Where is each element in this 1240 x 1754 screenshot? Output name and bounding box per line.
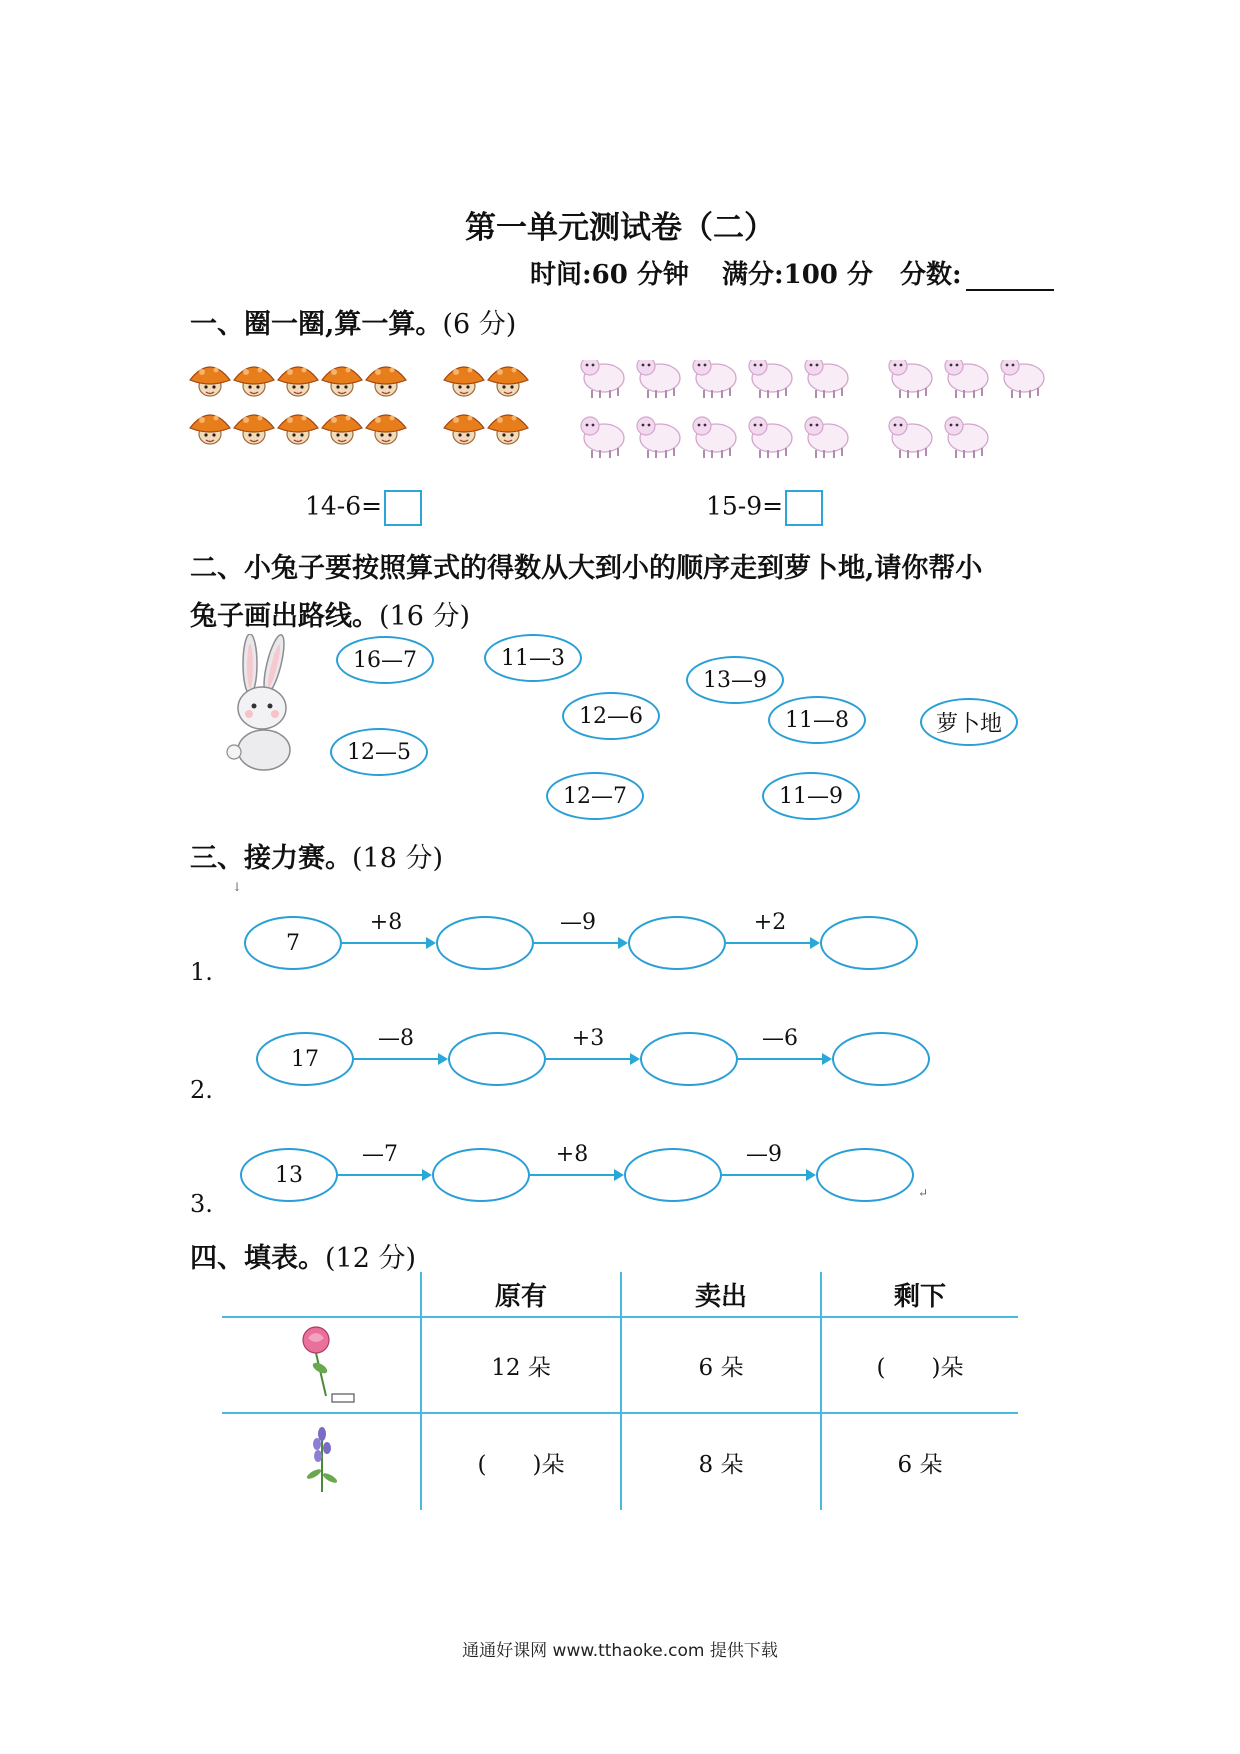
oval-expression[interactable]: 11—9 <box>762 772 860 820</box>
table-cell: 6 朵 <box>897 1451 943 1478</box>
relay-arrow <box>738 1058 830 1060</box>
section-1-label: 一、圈一圈,算一算。 <box>190 309 443 340</box>
table-header: 卖出 <box>694 1281 747 1312</box>
table-answer-cell[interactable]: ( )朵 <box>876 1354 964 1381</box>
mushroom-icon-group <box>190 367 528 444</box>
relay-answer-oval[interactable] <box>832 1032 930 1086</box>
section-1-heading <box>190 302 516 341</box>
relay-answer-oval[interactable] <box>436 916 534 970</box>
relay-operation: —9 <box>746 1142 782 1167</box>
relay-answer-oval[interactable] <box>432 1148 530 1202</box>
relay-arrow <box>530 1174 622 1176</box>
oval-expression[interactable]: 12—6 <box>562 692 660 740</box>
oval-expression[interactable]: 13—9 <box>686 656 784 704</box>
section-2-heading-line1: 二、小兔子要按照算式的得数从大到小的顺序走到萝卜地,请你帮小 <box>190 553 983 584</box>
equation-2-text: 15-9= <box>706 491 784 521</box>
relay-operation: —8 <box>378 1026 414 1051</box>
relay-start-oval: 7 <box>244 916 342 970</box>
relay-answer-oval[interactable] <box>448 1032 546 1086</box>
oval-expression[interactable]: 11—8 <box>768 696 866 744</box>
equation-2 <box>706 490 823 526</box>
relay-answer-oval[interactable] <box>624 1148 722 1202</box>
relay-row-number: 2. <box>190 1076 213 1104</box>
relay-start-oval: 17 <box>256 1032 354 1086</box>
relay-operation: +2 <box>753 910 787 935</box>
section-2-label: 兔子画出路线。 <box>190 601 379 632</box>
answer-box-1[interactable] <box>384 490 422 526</box>
section-3-label: 三、接力赛。 <box>190 843 352 874</box>
relay-start-oval: 13 <box>240 1148 338 1202</box>
goal-oval-carrot-field[interactable]: 萝卜地 <box>920 698 1018 746</box>
relay-arrow <box>722 1174 814 1176</box>
table-header: 剩下 <box>893 1281 946 1312</box>
oval-expression[interactable]: 12—5 <box>330 728 428 776</box>
relay-operation: +3 <box>571 1026 605 1051</box>
rose-icon <box>296 1324 356 1408</box>
section-3-points: (18 分) <box>352 843 444 874</box>
page-title: 第一单元测试卷（二） <box>465 210 775 246</box>
footer-credit: 通通好课网 www.tthaoke.com 提供下载 <box>462 1641 778 1661</box>
section-4-points: (12 分) <box>325 1243 417 1274</box>
relay-answer-oval[interactable] <box>820 916 918 970</box>
equation-1-text: 14-6= <box>305 491 383 521</box>
relay-operation: +8 <box>369 910 403 935</box>
relay-answer-oval[interactable] <box>816 1148 914 1202</box>
table-cell: 12 朵 <box>491 1354 551 1381</box>
table-cell: 8 朵 <box>698 1451 744 1478</box>
relay-arrow <box>546 1058 638 1060</box>
relay-operation: —6 <box>762 1026 798 1051</box>
relay-arrow <box>534 942 626 944</box>
relay-operation: —9 <box>560 910 596 935</box>
return-mark: ↵ <box>918 1186 929 1200</box>
table-answer-cell[interactable]: ( )朵 <box>477 1451 565 1478</box>
oval-expression[interactable]: 12—7 <box>546 772 644 820</box>
score-field[interactable] <box>900 254 1054 291</box>
return-mark: ↓ <box>232 880 243 894</box>
rabbit-icon <box>222 634 302 774</box>
time-label: 时间:60 分钟 <box>530 260 689 290</box>
section-1-pictures <box>188 360 1068 470</box>
table-cell: 6 朵 <box>698 1354 744 1381</box>
relay-row-number: 1. <box>190 958 213 986</box>
section-4-heading <box>190 1236 416 1275</box>
fill-table <box>222 1272 1018 1510</box>
relay-row-number: 3. <box>190 1190 213 1218</box>
sheep-icon-group <box>581 360 1044 458</box>
oval-expression[interactable]: 11—3 <box>484 634 582 682</box>
table-header: 原有 <box>494 1281 547 1312</box>
equation-1 <box>305 490 422 526</box>
full-score-label: 满分:100 分 <box>722 260 873 290</box>
score-blank[interactable] <box>966 263 1054 291</box>
section-3-heading <box>190 836 443 875</box>
oval-expression[interactable]: 16—7 <box>336 636 434 684</box>
relay-operation: +8 <box>555 1142 589 1167</box>
relay-answer-oval[interactable] <box>628 916 726 970</box>
relay-arrow <box>342 942 434 944</box>
score-label: 分数: <box>900 260 962 290</box>
section-4-label: 四、填表。 <box>190 1243 325 1274</box>
relay-arrow <box>338 1174 430 1176</box>
section-2-points: (16 分) <box>379 601 471 632</box>
relay-arrow <box>726 942 818 944</box>
relay-arrow <box>354 1058 446 1060</box>
section-1-points: (6 分) <box>442 309 517 340</box>
section-2-heading-line2 <box>190 594 470 633</box>
answer-box-2[interactable] <box>785 490 823 526</box>
lavender-icon <box>302 1422 342 1496</box>
relay-operation: —7 <box>362 1142 398 1167</box>
relay-answer-oval[interactable] <box>640 1032 738 1086</box>
